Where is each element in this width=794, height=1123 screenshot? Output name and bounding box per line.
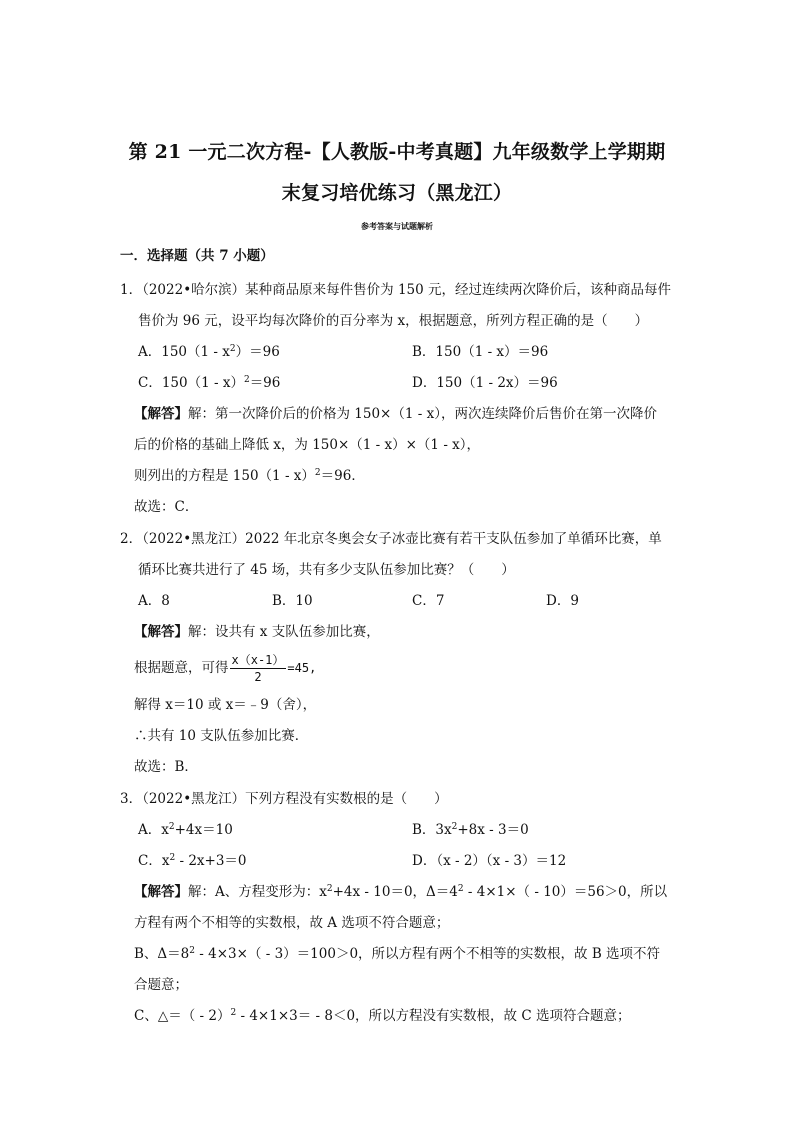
answer-tag: 【解答】: [134, 884, 188, 900]
q2-stem-line1: 2．（2022•黑龙江）2022 年北京冬奥会女子冰壶比赛有若干支队伍参加了单循环比赛，单: [120, 531, 662, 547]
q1-answer-line2: 后的价格的基础上降低 x，为 150×（1 - x）×（1 - x），: [134, 437, 481, 453]
q1-stem-line1: 1．（2022•哈尔滨）某种商品原来每件售价为 150 元，经过连续两次降价后，该种商品每件: [120, 282, 672, 298]
q2-answer-line4: ∴共有 10 支队伍参加比赛．: [134, 728, 309, 744]
q2-answer-choice: 故选：B．: [134, 759, 198, 775]
q1-option-c: C．150（1 - x）$^2$＝96: [138, 375, 281, 391]
q3-option-c: C．$x^2 - 2x+3=0$: [138, 853, 247, 869]
q2-answer-line3: 解得 x＝10 或 x＝﹣9（舍），: [134, 697, 317, 713]
q1-option-b: B．150（1 - x）＝96: [412, 344, 549, 360]
q3-answer-line5: C、△＝（ - 2）$^2$ - 4×1×3＝ - 8＜0，所以方程没有实数根，故 C 选项符合题意；: [134, 1008, 631, 1024]
q1-answer-line1: 【解答】解：第一次降价后的价格为 150×（1 - x），两次连续降价后售价在第一次降价: [134, 406, 657, 422]
q2-answer-line2: 根据题意，可得 $\frac{x(x-1)}{2}$ =45,: [134, 653, 317, 684]
q2-option-a: A．8: [138, 593, 170, 609]
q1-answer-choice: 故选：C．: [134, 499, 199, 515]
q1-option-a: A．$150(1 - x^2)=96$: [138, 344, 280, 360]
q3-answer-line2: 方程有两个不相等的实数根，故 A 选项不符合题意；: [134, 915, 450, 931]
q2-option-c: C．7: [412, 593, 445, 609]
answer-tag: 【解答】: [134, 406, 188, 422]
q3-option-d: D．（x - 2）（x - 3）＝12: [412, 853, 567, 869]
q2-option-d: D．9: [546, 593, 579, 609]
q2-option-b: B．10: [272, 593, 313, 609]
q3-answer-line1: 【解答】解：A、方程变形为：$x^2+4x - 10=0$，$\Delta=4^2 - 4\times 1\times( - 10)=56>0$，所以: [134, 884, 668, 900]
q2-stem-line2: 循环比赛共进行了 45 场，共有多少支队伍参加比赛？（ ）: [138, 562, 515, 578]
fraction: $\frac{x(x-1)}{2}$: [231, 653, 285, 684]
q3-answer-line3: B、$\Delta=8^2 - 4\times 3\times( - 3)=100>0$，所以方程有两个不相等的实数根，故 B 选项不符: [134, 946, 661, 962]
q3-stem-line1: 3．（2022•黑龙江）下列方程没有实数根的是（ ）: [120, 791, 448, 807]
q1-option-d: D．150（1 - 2x）＝96: [412, 375, 558, 391]
section-heading: 一．选择题（共 7 小题）: [120, 248, 274, 264]
document-title-line2: 末复习培优练习（黑龙江）: [281, 182, 513, 204]
q1-stem-line2: 售价为 96 元，设平均每次降价的百分率为 x，根据题意，所列方程正确的是（ ）: [138, 313, 649, 329]
q2-answer-line1: 【解答】解：设共有 x 支队伍参加比赛，: [134, 624, 380, 640]
q3-option-b: B．$3x^2+8x - 3=0$: [412, 822, 529, 838]
document-title-line1: 第 21 一元二次方程-【人教版-中考真题】九年级数学上学期期: [128, 141, 666, 163]
document-subtitle: 参考答案与试题解析: [361, 221, 433, 231]
answer-tag: 【解答】: [134, 624, 188, 640]
q3-answer-line4: 合题意；: [134, 977, 188, 993]
q1-answer-line3: 则列出的方程是 150（1 - x）$^2$＝96．: [134, 468, 365, 484]
q3-option-a: A．$x^2+4x=10$: [138, 822, 233, 838]
